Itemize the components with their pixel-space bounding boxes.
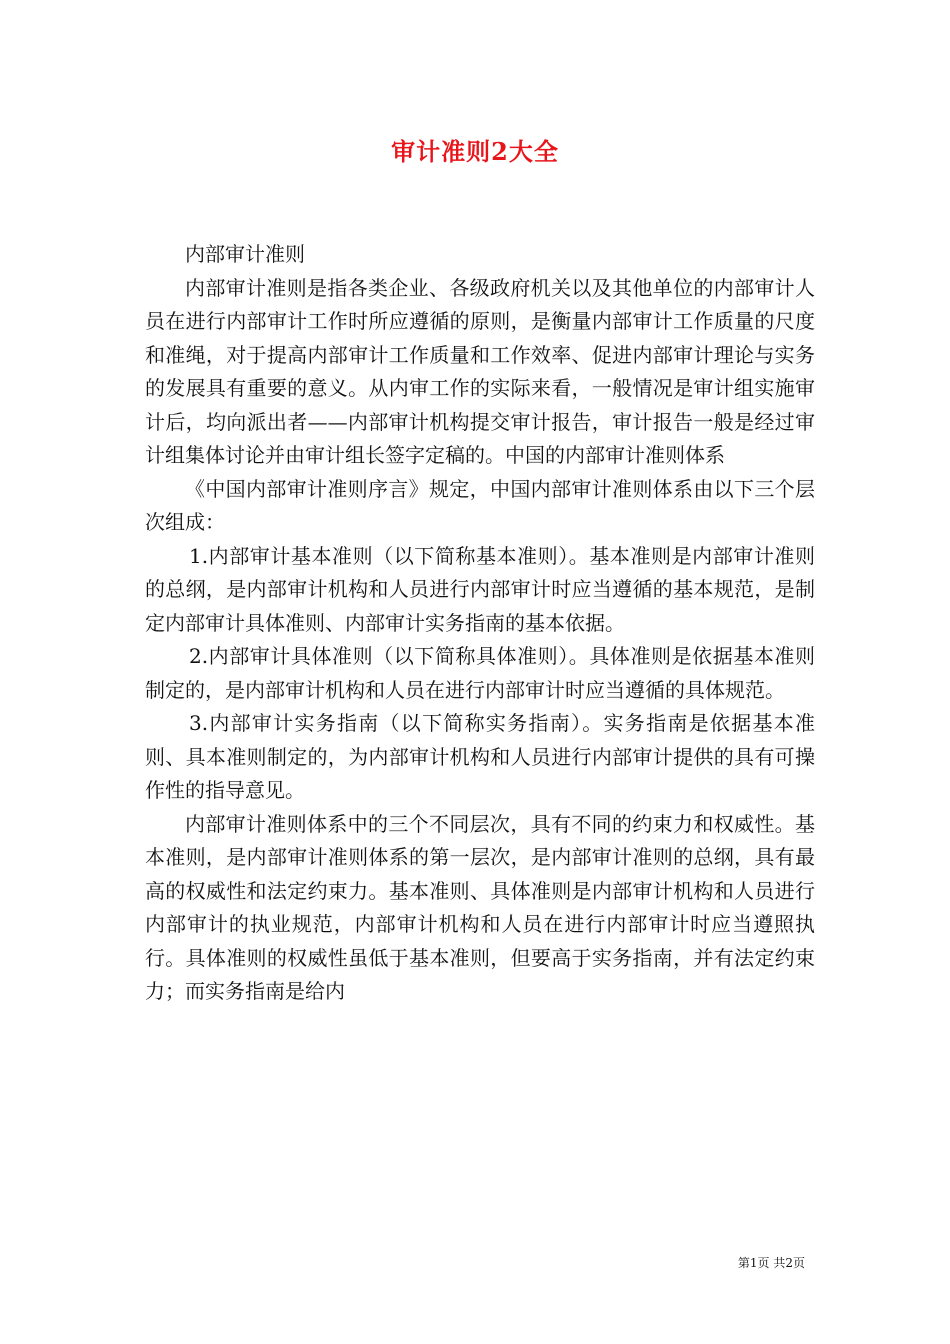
section-heading: 内部审计准则 [185,242,305,266]
list-item: 1.内部审计基本准则（以下简称基本准则）。基本准则是内部审计准则的总纲，是内部审计机构和人员进行内部审计时应当遵循的基本规范，是制定内部审计具体准则、内部审计实务指南的基本依据。 [145,543,815,635]
document-title: 审计准则2大全 [391,137,559,166]
page-number: 第1页 共2页 [737,1256,805,1270]
paragraph: 内部审计准则体系中的三个不同层次，具有不同的约束力和权威性。基本准则，是内部审计准则体系的第一层次，是内部审计准则的总纲，具有最高的权威性和法定约束力。基本准则、具体准则是内部审计机构和人员进行内部审计的执业规范，内部审计机构和人员在进行内部审计时应当遵照执行。具体准则的权威性虽低于基本准则，但要高于实务指南，并有法定约束力；而实务指南是给内 [145,811,815,1003]
paragraph: 内部审计准则是指各类企业、各级政府机关以及其他单位的内部审计人员在进行内部审计工作时所应遵循的原则，是衡量内部审计工作质量的尺度和准绳，对于提高内部审计工作质量和工作效率、促进内部审计理论与实务的发展具有重要的意义。从内审工作的实际来看，一般情况是审计组实施审计后，均向派出者——内部审计机构提交审计报告，审计报告一般是经过审计组集体讨论并由审计组长签字定稿的。中国的内部审计准则体系 [145,275,815,467]
document-body [145,238,815,1009]
list-item: 3.内部审计实务指南（以下简称实务指南）。实务指南是依据基本准则、具本准则制定的，为内部审计机构和人员进行内部审计提供的具有可操作性的指导意见。 [145,711,815,802]
list-item: 2.内部审计具体准则（以下简称具体准则）。具体准则是依据基本准则制定的，是内部审计机构和人员在进行内部审计时应当遵循的具体规范。 [145,644,815,702]
paragraph: 《中国内部审计准则序言》规定，中国内部审计准则体系由以下三个层次组成： [145,476,815,534]
